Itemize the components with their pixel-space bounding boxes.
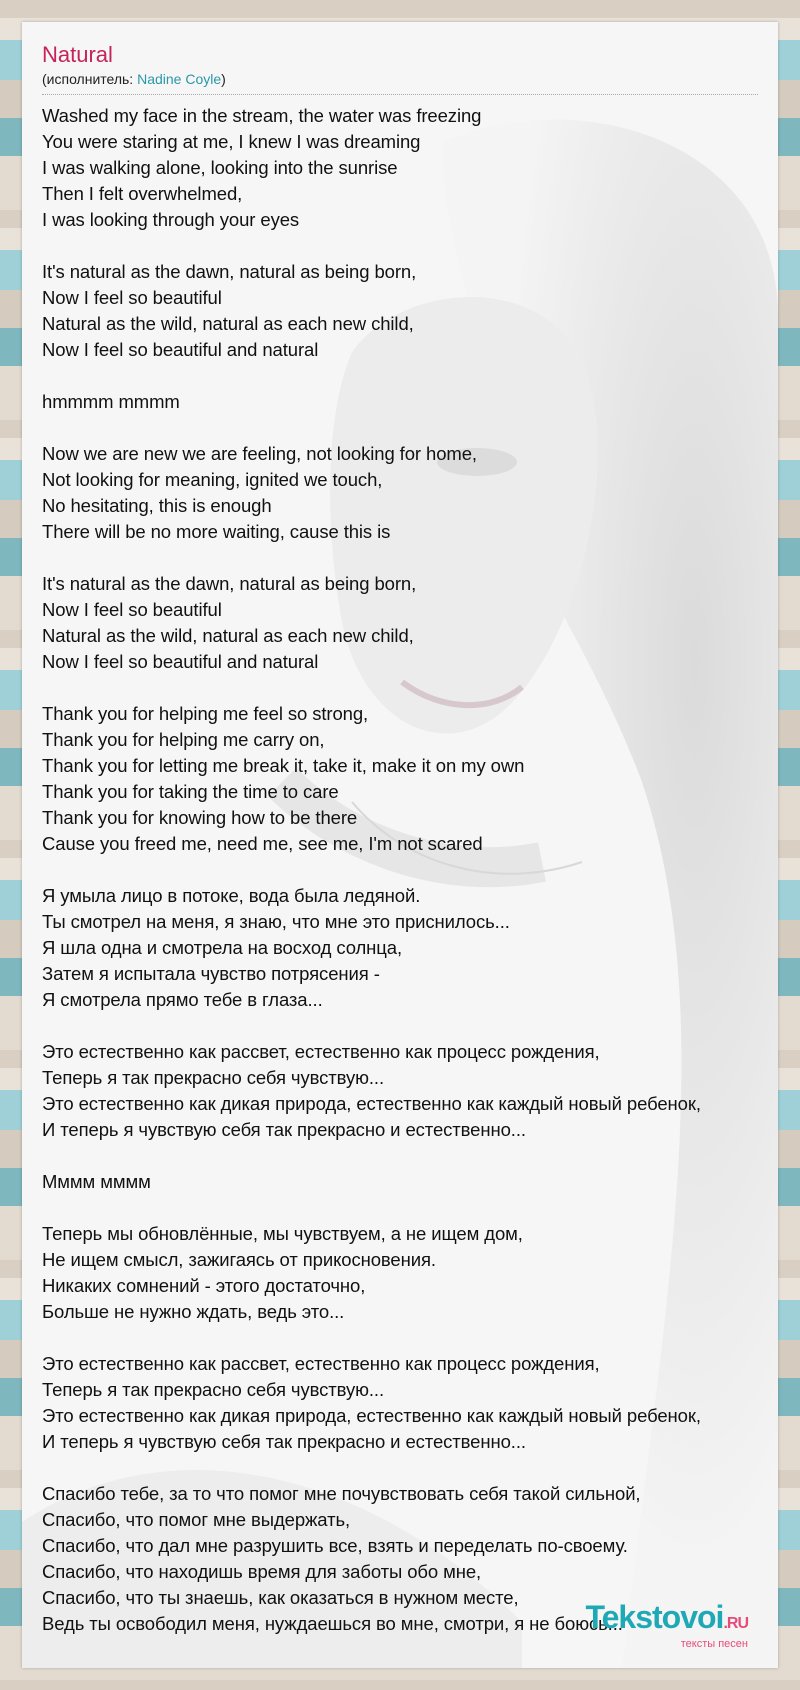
logo-wordmark — [585, 1601, 748, 1640]
lyrics-text: Washed my face in the stream, the water was freezing You were staring at me, I knew I was dreaming I was walking alone, looking into the sunrise Then I felt overwhelmed, I was looking through your eyes It's natural as the dawn, natural as being born, Now I feel so beautiful Natural as the wild, natural as each new child, Now I feel so beautiful and natural hmmmm mmmm Now we are new we are feeling, not looking for home, Not looking for meaning, ignited we touch, No hesitating, this is enough There will be no more waiting, cause this is It's natural as the dawn, natural as being born, Now I feel so beautiful Natural as the wild, natural as each new child, Now I feel so beautiful and natural Thank you for helping me feel so strong, Thank you for helping me carry on, Thank you for letting me break it, take it, make it on my own Thank you for taking the time to care Thank you for knowing how to be there Cause you freed me, need me, see me, I'm not scared Я умыла лицо в потоке, вода была ледяной. Ты смотрел на меня, я знаю, что мне это приснилось... Я шла одна и смотрела на восход солнца, Затем я испытала чувство потрясения - Я смотрела прямо тебе в глаза... Это естественно как рассвет, естественно как процесс рождения, Теперь я так прекрасно себя чувствую... Это естественно как дикая природа, естественно как каждый новый ребенок, И теперь я чувствую себя так прекрасно и естественно... Мммм мммм Теперь мы обновлённые, мы чувствуем, а не ищем дом, Не ищем смысл, зажигаясь от прикосновения. Никаких сомнений - этого достаточно, Больше не нужно ждать, ведь это... Это естественно как рассвет, естественно как процесс рождения, Теперь я так прекрасно себя чувствую... Это естественно как дикая природа, естественно как каждый новый ребенок, И теперь я чувствую себя так прекрасно и естественно... Спасибо тебе, за то что помог мне почувствовать себя такой сильной, Спасибо, что помог мне выдержать, Спасибо, что дал мне разрушить все, взять и переделать по-своему. Спасибо, что находишь время для заботы обо мне, Спасибо, что ты знаешь, как оказаться в нужном месте, Ведь ты освободил меня, нуждаешься во мне, смотри, я не боюсь... — [42, 105, 701, 1634]
logo-tld: .RU — [723, 1615, 748, 1632]
artist-line — [42, 70, 778, 88]
lyrics-content — [22, 22, 778, 1637]
song-title: Natural — [42, 42, 113, 67]
artist-suffix: ) — [221, 71, 226, 87]
artist-link[interactable]: Nadine Coyle — [137, 71, 222, 87]
site-logo[interactable] — [585, 1601, 748, 1650]
artist-prefix: (исполнитель: — [42, 71, 138, 87]
logo-tagline: тексты песен — [680, 1638, 748, 1650]
logo-name: Tekstovoi — [585, 1599, 724, 1635]
lyrics-card — [22, 22, 778, 1668]
title-divider — [42, 94, 758, 95]
